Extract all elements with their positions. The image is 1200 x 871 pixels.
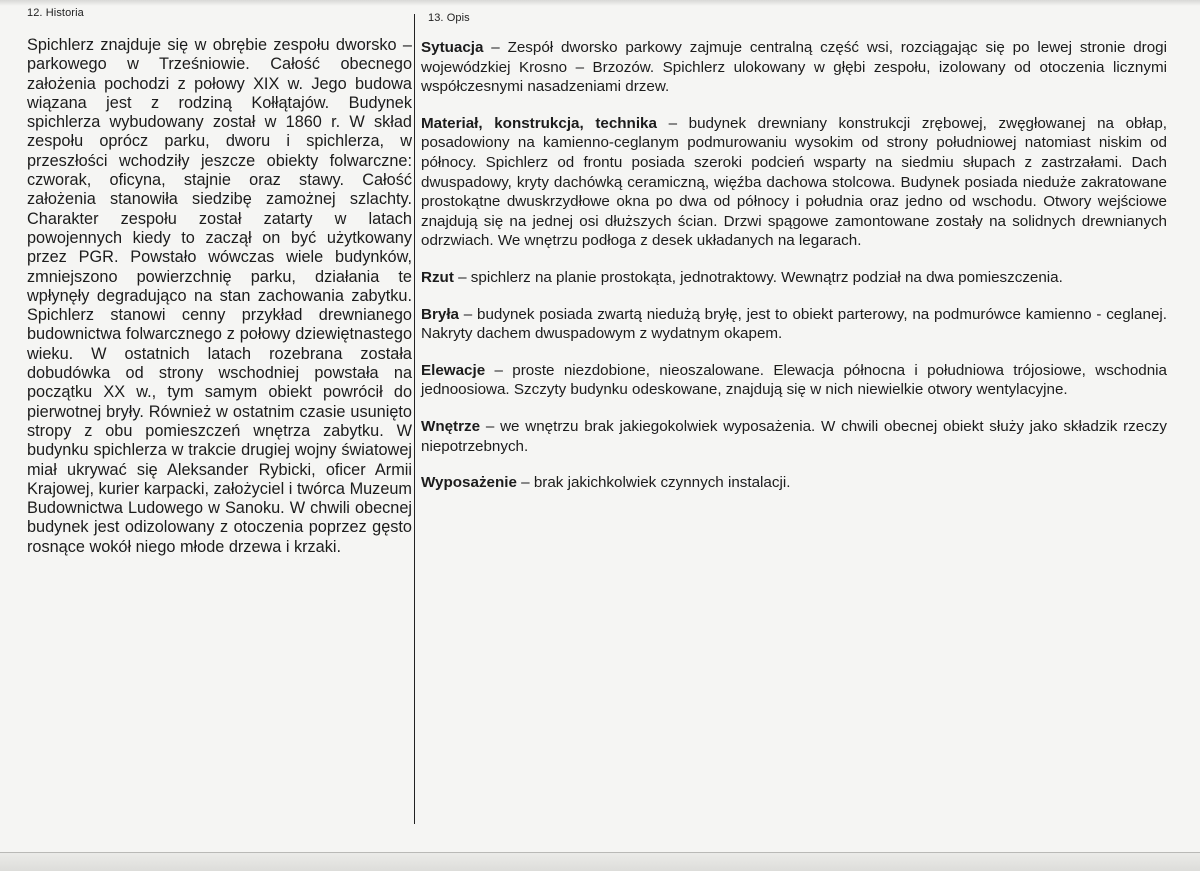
section-text: – spichlerz na planie prostokąta, jednotraktowy. Wewnątrz podział na dwa pomieszczenia. [453, 268, 1063, 286]
section-term: Materiał, konstrukcja, technika [421, 114, 657, 132]
opis-column [421, 38, 1167, 510]
section-term: Bryła [421, 305, 459, 323]
section-heading-opis: 13. Opis [428, 12, 470, 24]
historia-column [27, 36, 412, 557]
section-term: Wyposażenie [421, 474, 517, 492]
section-text: – budynek drewniany konstrukcji zrębowej, zwęgłowanej na obłap, posadowiony na kamienno-ceglanym podmurowaniu wysokim od strony południowej natomiast niskim od północy. Spichlerz od frontu posiada szeroki podcień wsparty na siedmiu słupach z zastrzałami. Dach dwuspadowy, kryty dachówką ceramiczną, więźba dachowa stolcowa. Budynek posiada nieduże zakratowane prostokątne dwuskrzydłowe okna po dwa od północy i południa oraz jedno od wschodu. Otwory wejściowe znajdują się na jednej osi dłuższych ścian. Drzwi spągowe zamontowane zostały na solidnych drewnianych odrzwiach. We wnętrzu podłoga z desek układanych na legarach. [421, 114, 1167, 250]
section-text: – Zespół dworsko parkowy zajmuje centralną część wsi, rozciągając się po lewej stronie drogi wojewódzkiej Krosno – Brzozów. Spichlerz ulokowany w głębi zespołu, izolowany od otoczenia licznymi współczesnymi nasadzeniami drzew. [421, 39, 1167, 96]
opis-section-wyposazenie [421, 473, 1167, 493]
historia-paragraph: Spichlerz znajduje się w obrębie zespołu dworsko – parkowego w Trześniowie. Całość obecnego założenia pochodzi z połowy XIX w. Jego budowa wiązana jest z rodziną Kołłątajów. Budynek spichlerza wybudowany został w 1860 r. W skład zespołu oprócz parku, dworu i spichlerza, w przeszłości wchodziły jeszcze obiekty folwarczne: czworak, oficyna, stajnie oraz stawy. Całość założenia stanowiła siedzibę zamożnej szlachty. Charakter zespołu został zatarty w latach powojennych kiedy to zaczął on być użytkowany przez PGR. Powstało wówczas wiele budynków, zmniejszono powierzchnię parku, działania te wpłynęły degradująco na stan zachowania zabytku. Spichlerz stanowi cenny przykład drewnianego budownictwa folwarcznego z połowy dziewiętnastego wieku. W ostatnich latach rozebrana została dobudówka od strony wschodniej powstała na początku XX w., tym samym obiekt powrócił do pierwotnej bryły. Również w ostatnim czasie usunięto stropy z obu pomieszczeń wnętrza zabytku. W budynku spichlerza w trakcie drugiej wojny światowej miał ukrywać się Aleksander Rybicki, oficer Armii Krajowej, kurier karpacki, założyciel i twórca Muzeum Budownictwa Ludowego w Sanoku. W chwili obecnej budynek jest odizolowany z otoczenia poprzez gęsto rosnące wokół niego młode drzewa i krzaki. [27, 36, 412, 556]
opis-section-material [421, 114, 1167, 251]
section-text: – brak jakichkolwiek czynnych instalacji. [516, 474, 791, 492]
section-text: – budynek posiada zwartą niedużą bryłę, jest to obiekt parterowy, na podmurówce kamienno - ceglanej. Nakryty dachem dwuspadowym z wydatnym okapem. [421, 305, 1167, 343]
section-text: – we wnętrzu brak jakiegokolwiek wyposażenia. W chwili obecnej obiekt służy jako składzik rzeczy niepotrzebnych. [421, 417, 1167, 455]
section-text: – proste niezdobione, nieoszalowane. Elewacja północna i południowa trójosiowe, wschodnia jednoosiowa. Szczyty budynku odeskowane, znajdują się w nich niewielkie otwory wentylacyjne. [421, 361, 1167, 399]
section-term: Elewacje [421, 361, 486, 379]
opis-section-rzut [421, 268, 1167, 288]
opis-section-bryla [421, 305, 1167, 344]
section-term: Sytuacja [421, 39, 484, 56]
section-term: Rzut [421, 268, 454, 286]
section-term: Wnętrze [421, 417, 481, 435]
opis-section-wnetrze [421, 417, 1167, 456]
scan-top-edge [0, 0, 1200, 6]
opis-section-sytuacja [421, 38, 1167, 97]
scan-bottom-edge [0, 852, 1200, 871]
opis-section-elewacje [421, 361, 1167, 400]
column-divider [414, 14, 415, 824]
section-heading-historia: 12. Historia [27, 7, 84, 19]
